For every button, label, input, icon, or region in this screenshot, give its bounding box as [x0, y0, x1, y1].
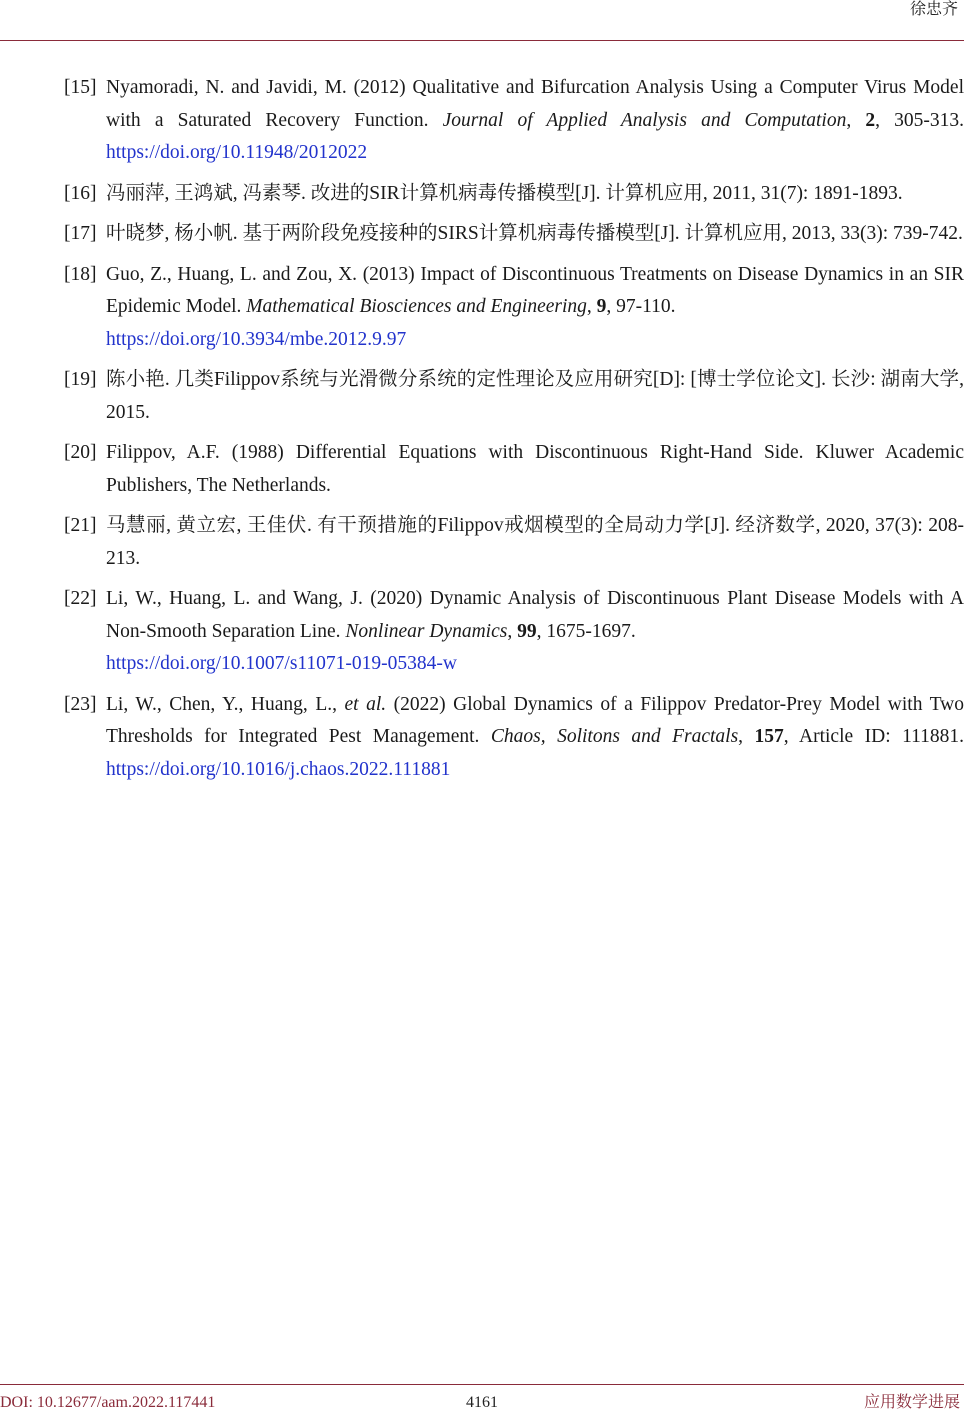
- reference-list: [64, 72, 964, 794]
- reference-volume: 99: [517, 620, 537, 642]
- reference-body: [106, 72, 964, 170]
- reference-body: Filippov, A.F. (1988) Differential Equations with Discontinuous Right-Hand Side. Kluwer Academic Publishers, The Netherlands.: [106, 442, 964, 496]
- reference-item: [64, 689, 964, 787]
- reference-text: Guo, Z., Huang, L. and Zou, X. (2013) Impact of Discontinuous Treatments on Disease Dynamics in an SIR Epidemic Model.: [106, 263, 964, 317]
- reference-doi-link[interactable]: https://doi.org/10.1007/s11071-019-05384-w: [106, 653, 457, 674]
- reference-pages: , 97-110.: [606, 296, 676, 317]
- reference-etal: et al.: [344, 693, 387, 715]
- reference-separator: ,: [507, 620, 518, 642]
- reference-number: [15]: [64, 77, 97, 98]
- reference-journal: Journal of Applied Analysis and Computation: [442, 109, 847, 131]
- reference-item: [64, 510, 964, 575]
- reference-doi-link[interactable]: https://doi.org/10.11948/2012022: [106, 142, 368, 163]
- reference-pages: , Article ID: 111881.: [783, 726, 964, 747]
- reference-number: [18]: [64, 263, 97, 285]
- reference-text: (2022) Global Dynamics of a Filippov Predator-Prey Model with Two Thresholds for Integrated Pest Management.: [106, 693, 964, 747]
- reference-separator: ,: [586, 296, 597, 317]
- reference-body: 冯丽萍, 王鸿斌, 冯素琴. 改进的SIR计算机病毒传播模型[J]. 计算机应用, 2011, 31(7): 1891-1893.: [106, 182, 903, 204]
- reference-item: [64, 218, 964, 251]
- reference-separator: ,: [846, 109, 866, 131]
- reference-volume: 9: [596, 296, 607, 317]
- reference-pages: , 305-313.: [875, 109, 964, 131]
- reference-body: 叶晓梦, 杨小帆. 基于两阶段免疫接种的SIRS计算机病毒传播模型[J]. 计算机应用, 2013, 33(3): 739-742.: [106, 223, 963, 244]
- reference-body: 陈小艳. 几类Filippov系统与光滑微分系统的定性理论及应用研究[D]: [博士学位论文]. 长沙: 湖南大学, 2015.: [106, 369, 964, 423]
- reference-item: [64, 259, 964, 357]
- footer-divider: [0, 1384, 964, 1385]
- reference-number: [23]: [64, 693, 97, 715]
- header-divider: [0, 40, 964, 41]
- footer-journal-name: 应用数学进展: [863, 1394, 960, 1411]
- reference-number: [19]: [64, 369, 97, 390]
- reference-journal: Chaos, Solitons and Fractals: [490, 726, 739, 747]
- reference-doi-link[interactable]: https://doi.org/10.3934/mbe.2012.9.97: [106, 328, 407, 350]
- reference-volume: 157: [754, 726, 784, 747]
- reference-journal: Nonlinear Dynamics: [345, 620, 508, 642]
- reference-text: Nyamoradi, N. and Javidi, M. (2012) Qualitative and Bifurcation Analysis Using a Computer Virus Model with a Saturated Recovery Function.: [106, 77, 964, 131]
- reference-item: [64, 583, 964, 681]
- reference-item: [64, 364, 964, 429]
- running-header-author: 徐忠齐: [909, 1, 958, 18]
- reference-number: [20]: [64, 442, 97, 463]
- reference-item: [64, 178, 964, 211]
- reference-number: [21]: [64, 515, 97, 536]
- reference-item: [64, 72, 964, 170]
- reference-body: 马慧丽, 黄立宏, 王佳伏. 有干预措施的Filippov戒烟模型的全局动力学[J]. 经济数学, 2020, 37(3): 208-213.: [106, 515, 964, 569]
- page-number: 4161: [466, 1394, 498, 1411]
- reference-number: [22]: [64, 588, 97, 609]
- reference-volume: 2: [865, 109, 876, 131]
- reference-pages: , 1675-1697.: [536, 620, 636, 642]
- reference-body: [106, 259, 964, 357]
- reference-journal: Mathematical Biosciences and Engineering: [246, 296, 587, 317]
- reference-item: [64, 437, 964, 502]
- reference-number: [16]: [64, 182, 97, 204]
- footer-doi: DOI: 10.12677/aam.2022.117441: [0, 1394, 216, 1411]
- reference-text: Li, W., Huang, L. and Wang, J. (2020) Dynamic Analysis of Discontinuous Plant Disease Models with A Non-Smooth Separation Line.: [106, 588, 964, 642]
- reference-separator: ,: [738, 726, 755, 747]
- reference-number: [17]: [64, 223, 97, 244]
- reference-doi-link[interactable]: https://doi.org/10.1016/j.chaos.2022.111881: [106, 758, 451, 780]
- reference-text: Li, W., Chen, Y., Huang, L.,: [106, 693, 345, 715]
- reference-body: [106, 689, 964, 787]
- reference-body: [106, 583, 964, 681]
